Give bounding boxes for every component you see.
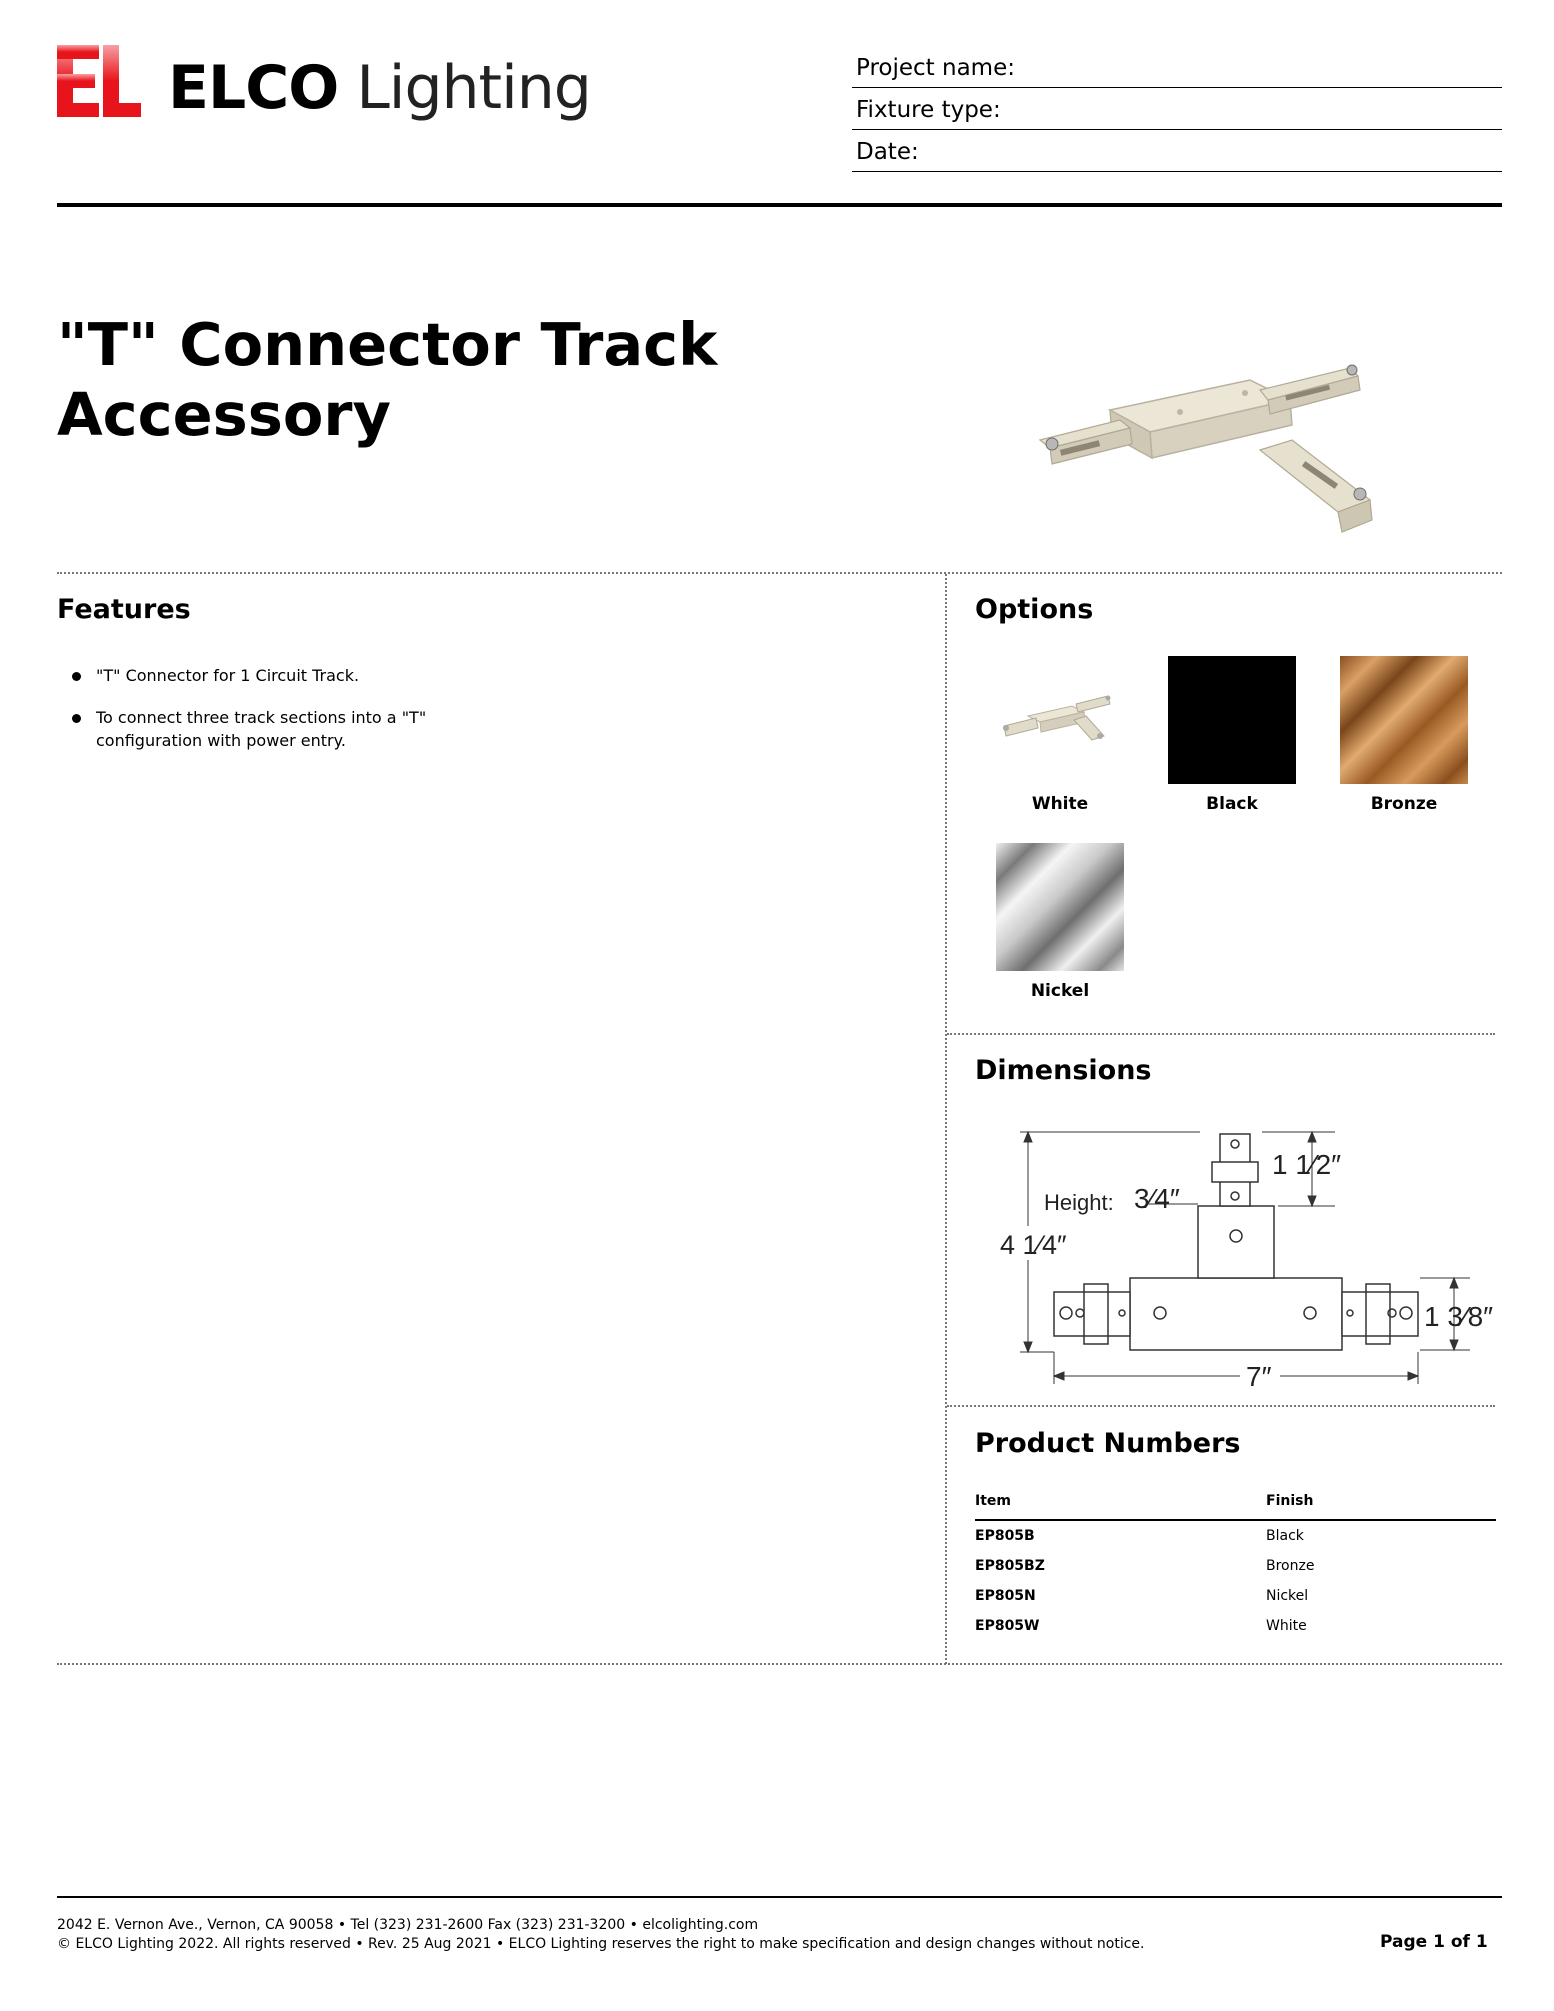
dim-width-label: 7″ (1246, 1361, 1272, 1392)
table-row (975, 1611, 1496, 1641)
fixture-type-field: Fixture type: (852, 90, 1502, 130)
footer-info (57, 1916, 1144, 1954)
product-title (57, 310, 957, 450)
swatch-nickel-image[interactable] (996, 843, 1124, 971)
product-title-line-2: Accessory (57, 380, 391, 449)
dim-top-arm-label: 1 1⁄2″ (1272, 1149, 1342, 1180)
brand-mark-text (57, 45, 58, 46)
table-row (975, 1520, 1496, 1551)
options-divider (947, 1033, 1495, 1035)
feature-item: To connect three track sections into a "T" configuration with power entry. (72, 706, 536, 752)
dimensions-title: Dimensions (975, 1055, 1152, 1086)
product-title-line-1: "T" Connector Track (57, 310, 718, 379)
footer-divider (57, 1896, 1502, 1898)
project-name-field: Project name: (852, 48, 1502, 88)
item-code: EP805W (975, 1618, 1040, 1634)
dim-height-caption: Height: (1044, 1190, 1114, 1215)
feature-item: "T" Connector for 1 Circuit Track. (72, 664, 672, 687)
item-finish: Bronze (1266, 1558, 1315, 1574)
options-title: Options (975, 594, 1094, 625)
dim-overall-height-label: 4 1⁄4″ (1000, 1230, 1067, 1260)
el-logo-mark-icon (57, 45, 147, 125)
brand-name-regular: Lighting (356, 53, 591, 123)
brand-name (168, 53, 591, 123)
swatch-bronze-label: Bronze (1370, 794, 1438, 814)
features-title: Features (57, 594, 191, 625)
column-header-item: Item (975, 1491, 1266, 1520)
section-divider-bottom (57, 1663, 1502, 1665)
product-numbers-title: Product Numbers (975, 1428, 1241, 1459)
item-code: EP805N (975, 1588, 1036, 1604)
item-finish: White (1266, 1618, 1307, 1634)
dimension-drawing (1000, 1122, 1500, 1398)
column-header-finish: Finish (1266, 1491, 1496, 1520)
footer-copyright: © ELCO Lighting 2022. All rights reserved • Rev. 25 Aug 2021 • ELCO Lighting reserves the right to make specification and design changes without notice. (57, 1936, 1145, 1952)
swatch-white-image (996, 656, 1124, 784)
table-row (975, 1551, 1496, 1581)
swatch-white-label: White (1031, 794, 1089, 814)
table-row (975, 1581, 1496, 1611)
brand-name-bold: ELCO (168, 53, 339, 123)
page-number: Page 1 of 1 (1380, 1932, 1488, 1952)
swatch-black-label: Black (1206, 794, 1258, 814)
features-list (72, 664, 672, 771)
column-divider (945, 574, 947, 1664)
section-divider-top (57, 572, 1502, 574)
item-finish: Black (1266, 1528, 1304, 1544)
item-code: EP805BZ (975, 1558, 1045, 1574)
item-code: EP805B (975, 1528, 1035, 1544)
date-field: Date: (852, 132, 1502, 172)
dim-side-height-label: 1 3⁄8″ (1424, 1301, 1494, 1332)
footer-address: 2042 E. Vernon Ave., Vernon, CA 90058 • Tel (323) 231-2600 Fax (323) 231-3200 • elcolighting.com (57, 1917, 759, 1933)
dimensions-divider (947, 1405, 1495, 1407)
swatch-bronze-image[interactable] (1340, 656, 1468, 784)
swatch-black-image[interactable] (1168, 656, 1296, 784)
item-finish: Nickel (1266, 1588, 1309, 1604)
swatch-nickel-label: Nickel (1030, 981, 1090, 1001)
dim-height-value: 3⁄4″ (1134, 1183, 1180, 1214)
t-connector-product-image (1030, 360, 1380, 540)
header-divider (57, 203, 1502, 207)
table-header-row (975, 1491, 1496, 1520)
product-numbers-table (975, 1491, 1496, 1641)
